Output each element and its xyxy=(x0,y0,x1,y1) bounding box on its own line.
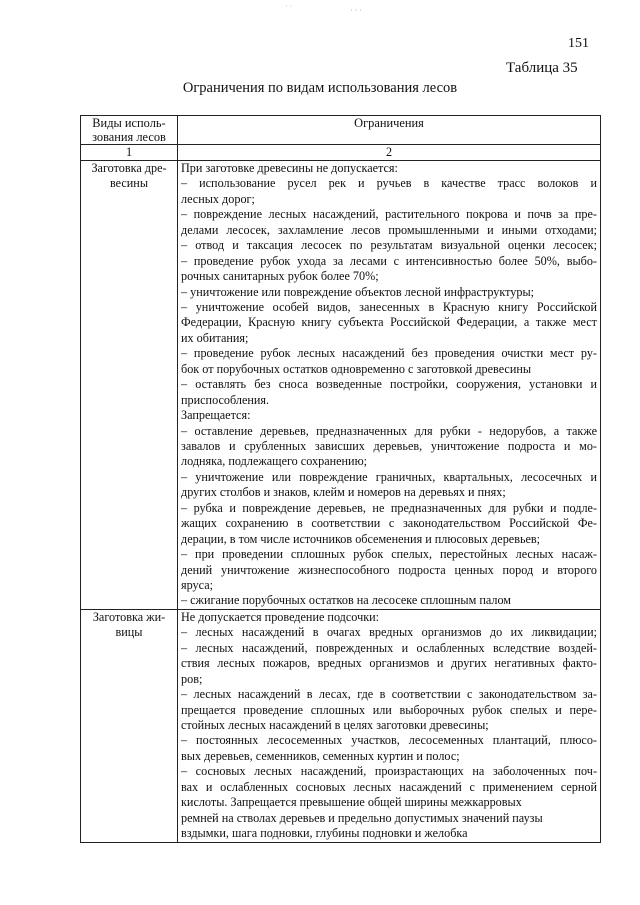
restriction-line: – проведение рубок лесных насаждений без проведения очистки мест ру- xyxy=(181,346,597,361)
restriction-line: – уничтожение или повреждение граничных, квартальных, лесосечных и xyxy=(181,469,597,484)
restriction-line: вых деревьев, семенников, семенных куртин и полос; xyxy=(181,748,460,763)
restriction-line: кислоты. Запрещается превышение общей ширины межкарровых xyxy=(181,795,522,810)
activity-cell xyxy=(81,161,178,610)
restriction-line: лесных дорог; xyxy=(181,191,255,206)
restriction-line: стойных лесных насаждений в целях заготовки древесины; xyxy=(181,717,489,732)
column-header-uses xyxy=(81,116,178,145)
restriction-line: рочных санитарных рубок более 70%; xyxy=(181,269,379,284)
column-number-row xyxy=(81,145,601,161)
restriction-line: – проведение рубок ухода за лесами с интенсивностью более 50%, выбо- xyxy=(181,253,597,268)
restriction-line: – лесных насаждений в очагах вредных организмов до их ликвидации; xyxy=(181,625,597,640)
restriction-line: При заготовке древесины не допускается: xyxy=(181,161,398,175)
restriction-line: лодняка, подлежащего сохранению; xyxy=(181,454,368,469)
restriction-line: делами лесосек, захламление лесов промышленными и иными отходами; xyxy=(181,222,597,237)
restriction-line: жащих сохранению в соответствии с законодательством Российской Фе- xyxy=(181,516,597,531)
restriction-line: дений уничтожение жизнеспособного подроста ценных пород и второго xyxy=(181,562,597,577)
restriction-line: завалов и срубленных зависших деревьев, уничтожение подроста и мо- xyxy=(181,439,597,453)
table-row xyxy=(81,609,601,842)
restriction-line: ров; xyxy=(181,671,203,686)
scan-speck: · · · xyxy=(350,6,362,15)
restriction-line: – оставление деревьев, предназначенных для рубки - недорубов, а также xyxy=(181,423,597,438)
activity-line: Заготовка дре- xyxy=(91,161,167,175)
restriction-line: вздымки, шага подновки, глубины подновки и желобка xyxy=(181,826,468,841)
restriction-line: – сжигание порубочных остатков на лесосеке сплошным палом xyxy=(181,593,512,608)
restriction-line: их обитания; xyxy=(181,330,249,345)
scan-speck: ˙ ˙ xyxy=(285,4,293,13)
header-row xyxy=(81,116,601,145)
restriction-line: бок от порубочных остатков одновременно с заготовкой древесины xyxy=(181,361,532,376)
restriction-line: вах и ослабленных сосновых лесных насаждений с применением серной xyxy=(181,779,597,794)
restriction-line: – уничтожение или повреждение объектов лесной инфраструктуры; xyxy=(181,284,535,299)
page-number: 151 xyxy=(568,36,589,51)
restriction-line: – уничтожение особей видов, занесенных в Красную книгу Российской xyxy=(181,300,597,314)
restriction-line: Федерации, Красную книгу субъекта Российской Федерации, а также мест xyxy=(181,315,597,330)
restriction-line: – постоянных лесосеменных участков, лесосеменных плантаций, плюсо- xyxy=(181,733,597,748)
restriction-line: ствия лесных пожаров, вредных организмов и других негативных факто- xyxy=(181,656,597,671)
activity-cell xyxy=(81,609,178,842)
restriction-line: – рубка и повреждение деревьев, не предназначенных для рубки и подле- xyxy=(181,500,597,515)
restrictions-table xyxy=(80,115,601,843)
restriction-line: приспособления. xyxy=(181,392,270,407)
restriction-line: – оставлять без сноса возведенные постройки, сооружения, установки и xyxy=(181,377,597,392)
header-line: зования лесов xyxy=(92,130,166,144)
restriction-line: Запрещается: xyxy=(181,408,251,423)
restriction-line: дерации, в том числе источников обсеменения и плюсовых деревьев; xyxy=(181,531,541,546)
table-label: Таблица 35 xyxy=(506,60,578,76)
page-title: Ограничения по видам использования лесов xyxy=(182,80,458,96)
restriction-line: прещается проведение сплошных или выборочных рубок спелых и пере- xyxy=(181,702,597,717)
table-row xyxy=(81,161,601,610)
restriction-line: ремней на стволах деревьев и предельно допустимых значений паузы xyxy=(181,810,543,825)
restriction-line: других столбов и знаков, клейм и номеров на деревьях и пнях; xyxy=(181,485,506,500)
restriction-line: – использование русел рек и ручьев в качестве трасс волоков и xyxy=(181,176,597,191)
restrictions-cell xyxy=(178,609,601,842)
restriction-line: – при проведении сплошных рубок спелых, перестойных лесных насаж- xyxy=(181,547,597,562)
restriction-line: – сосновых лесных насаждений, произрастающих на заболоченных поч- xyxy=(181,764,597,779)
activity-line: Заготовка жи- xyxy=(92,609,166,624)
restriction-line: – лесных насаждений в лесах, где в соответствии с законодательством за- xyxy=(181,687,597,702)
restriction-line: яруса; xyxy=(181,577,213,592)
restriction-line: Не допускается проведение подсочки: xyxy=(181,609,380,624)
activity-line: вицы xyxy=(115,624,143,639)
column-number-1: 1 xyxy=(81,145,178,161)
activity-line: весины xyxy=(109,176,149,190)
restriction-line: – лесных насаждений, поврежденных и ослабленных вследствие воздей- xyxy=(181,640,597,655)
restriction-line: – повреждение лесных насаждений, растительного покрова и почв за пре- xyxy=(181,207,597,222)
restrictions-cell xyxy=(178,161,601,610)
restriction-line: – отвод и таксация лесосек по результатам визуальной оценки лесосек; xyxy=(181,238,597,253)
column-header-restrictions: Ограничения xyxy=(178,116,601,145)
column-number-2: 2 xyxy=(178,145,601,161)
header-line: Виды исполь- xyxy=(92,116,166,130)
